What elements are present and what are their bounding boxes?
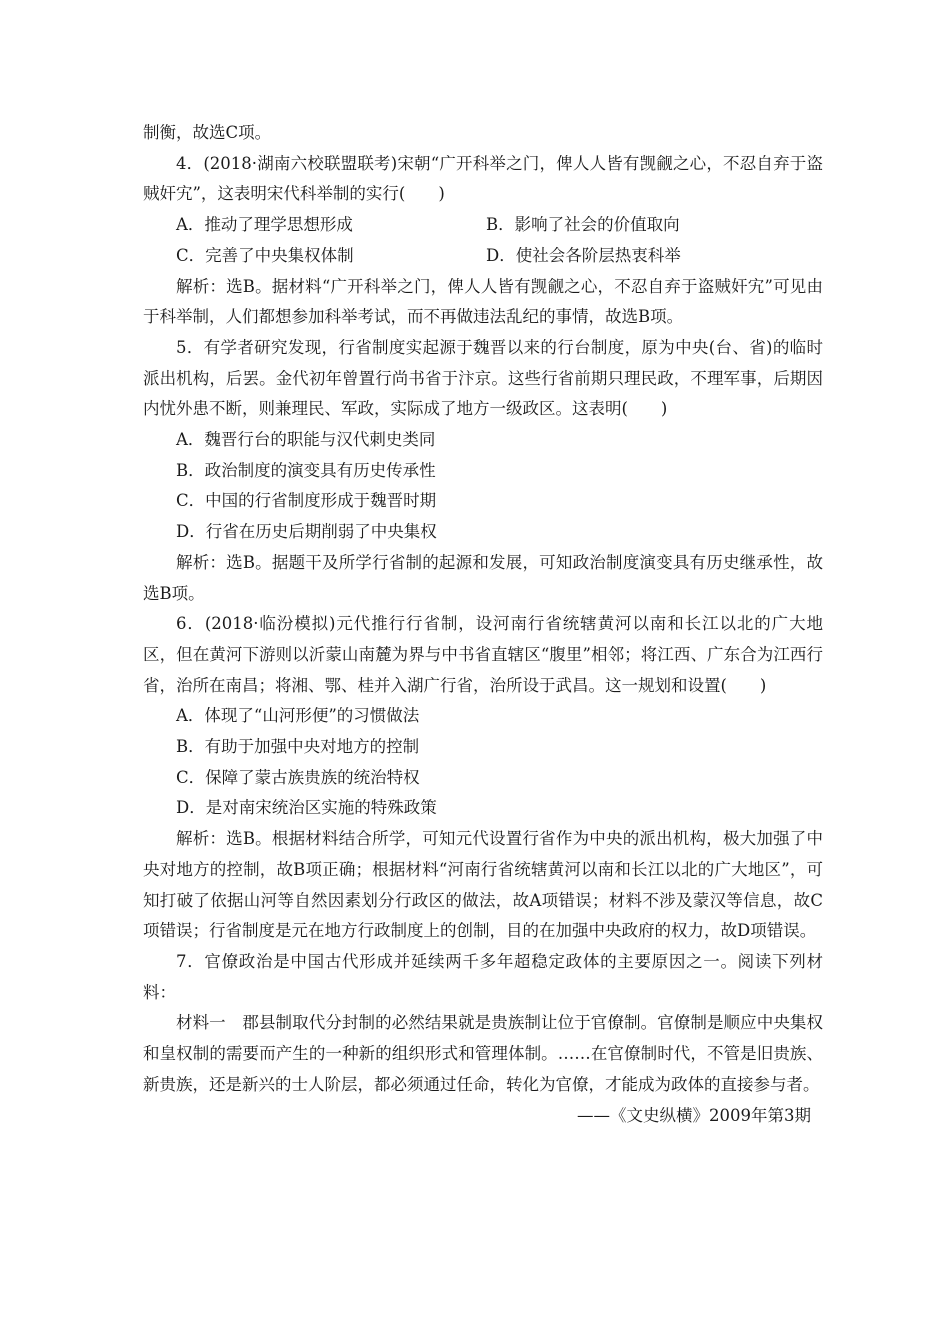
document-page [143, 118, 823, 1131]
question-6-option-d: D．是对南宋统治区实施的特殊政策 [176, 798, 437, 818]
question-6-analysis: 解析：选B。根据材料结合所学，可知元代设置行省作为中央的派出机构，极大加强了中央对地方的控制，故B项正确；根据材料“河南行省统辖黄河以南和长江以北的广大地区”，可知打破了依据山河等自然因素划分行政区的做法，故A项错误；材料不涉及蒙汉等信息，故C项错误；行省制度是元在地方行政制度上的创制，目的在加强中央政府的权力，故D项错误。 [143, 829, 823, 941]
question-5-option-b: B．政治制度的演变具有历史传承性 [176, 460, 436, 480]
question-5-analysis: 解析：选B。据题干及所学行省制的起源和发展，可知政治制度演变具有历史继承性，故选B项。 [143, 552, 823, 603]
question-4-options-row-1 [143, 210, 823, 241]
question-7-stem: 7．官僚政治是中国古代形成并延续两千多年超稳定政体的主要原因之一。阅读下列材料： [143, 951, 823, 1002]
question-6-option-b: B．有助于加强中央对地方的控制 [176, 737, 420, 757]
material-source-citation: ——《文史纵横》2009年第3期 [577, 1105, 811, 1125]
question-4-option-c: C．完善了中央集权体制 [176, 245, 354, 265]
question-4-option-b: B．影响了社会的价值取向 [486, 215, 680, 235]
question-6-option-c: C．保障了蒙古族贵族的统治特权 [176, 767, 420, 787]
question-5-option-a: A．魏晋行台的职能与汉代刺史类同 [176, 430, 436, 450]
previous-answer-tail: 制衡，故选C项。 [143, 123, 272, 142]
question-4-option-d: D．使社会各阶层热衷科举 [486, 245, 681, 265]
question-7-material-1: 材料一 郡县制取代分封制的必然结果就是贵族制让位于官僚制。官僚制是顺应中央集权和皇权制的需要而产生的一种新的组织形式和管理体制。……在官僚制时代，不管是旧贵族、新贵族，还是新兴的士人阶层，都必须通过任命，转化为官僚，才能成为政体的直接参与者。 [143, 1013, 823, 1094]
question-5-option-c: C．中国的行省制度形成于魏晋时期 [176, 491, 437, 511]
question-6-option-a: A．体现了“山河形便”的习惯做法 [176, 706, 420, 726]
question-6-stem: 6．(2018·临汾模拟)元代推行行省制，设河南行省统辖黄河以南和长江以北的广大地区，但在黄河下游则以沂蒙山南麓为界与中书省直辖区“腹里”相邻；将江西、广东合为江西行省，治所在南昌；将湘、鄂、桂并入湖广行省，治所设于武昌。这一规划和设置( ) [143, 614, 823, 695]
question-4-options-row-2 [143, 241, 823, 272]
question-5-option-d: D．行省在历史后期削弱了中央集权 [176, 522, 437, 542]
question-5-stem: 5．有学者研究发现，行省制度实起源于魏晋以来的行台制度，原为中央(台、省)的临时派出机构，后罢。金代初年曾置行尚书省于汴京。这些行省前期只理民政，不理军事，后期因内忧外患不断，则兼理民、军政，实际成了地方一级政区。这表明( ) [143, 337, 823, 419]
question-4-stem: 4．(2018·湖南六校联盟联考)宋朝“广开科举之门，俾人人皆有觊觎之心，不忍自弃于盗贼奸宄”，这表明宋代科举制的实行( ) [143, 153, 823, 204]
question-4-analysis: 解析：选B。据材料“广开科举之门，俾人人皆有觊觎之心，不忍自弃于盗贼奸宄”可见由于科举制，人们都想参加科举考试，而不再做违法乱纪的事情，故选B项。 [143, 276, 823, 327]
question-4-option-a: A．推动了理学思想形成 [176, 215, 353, 235]
